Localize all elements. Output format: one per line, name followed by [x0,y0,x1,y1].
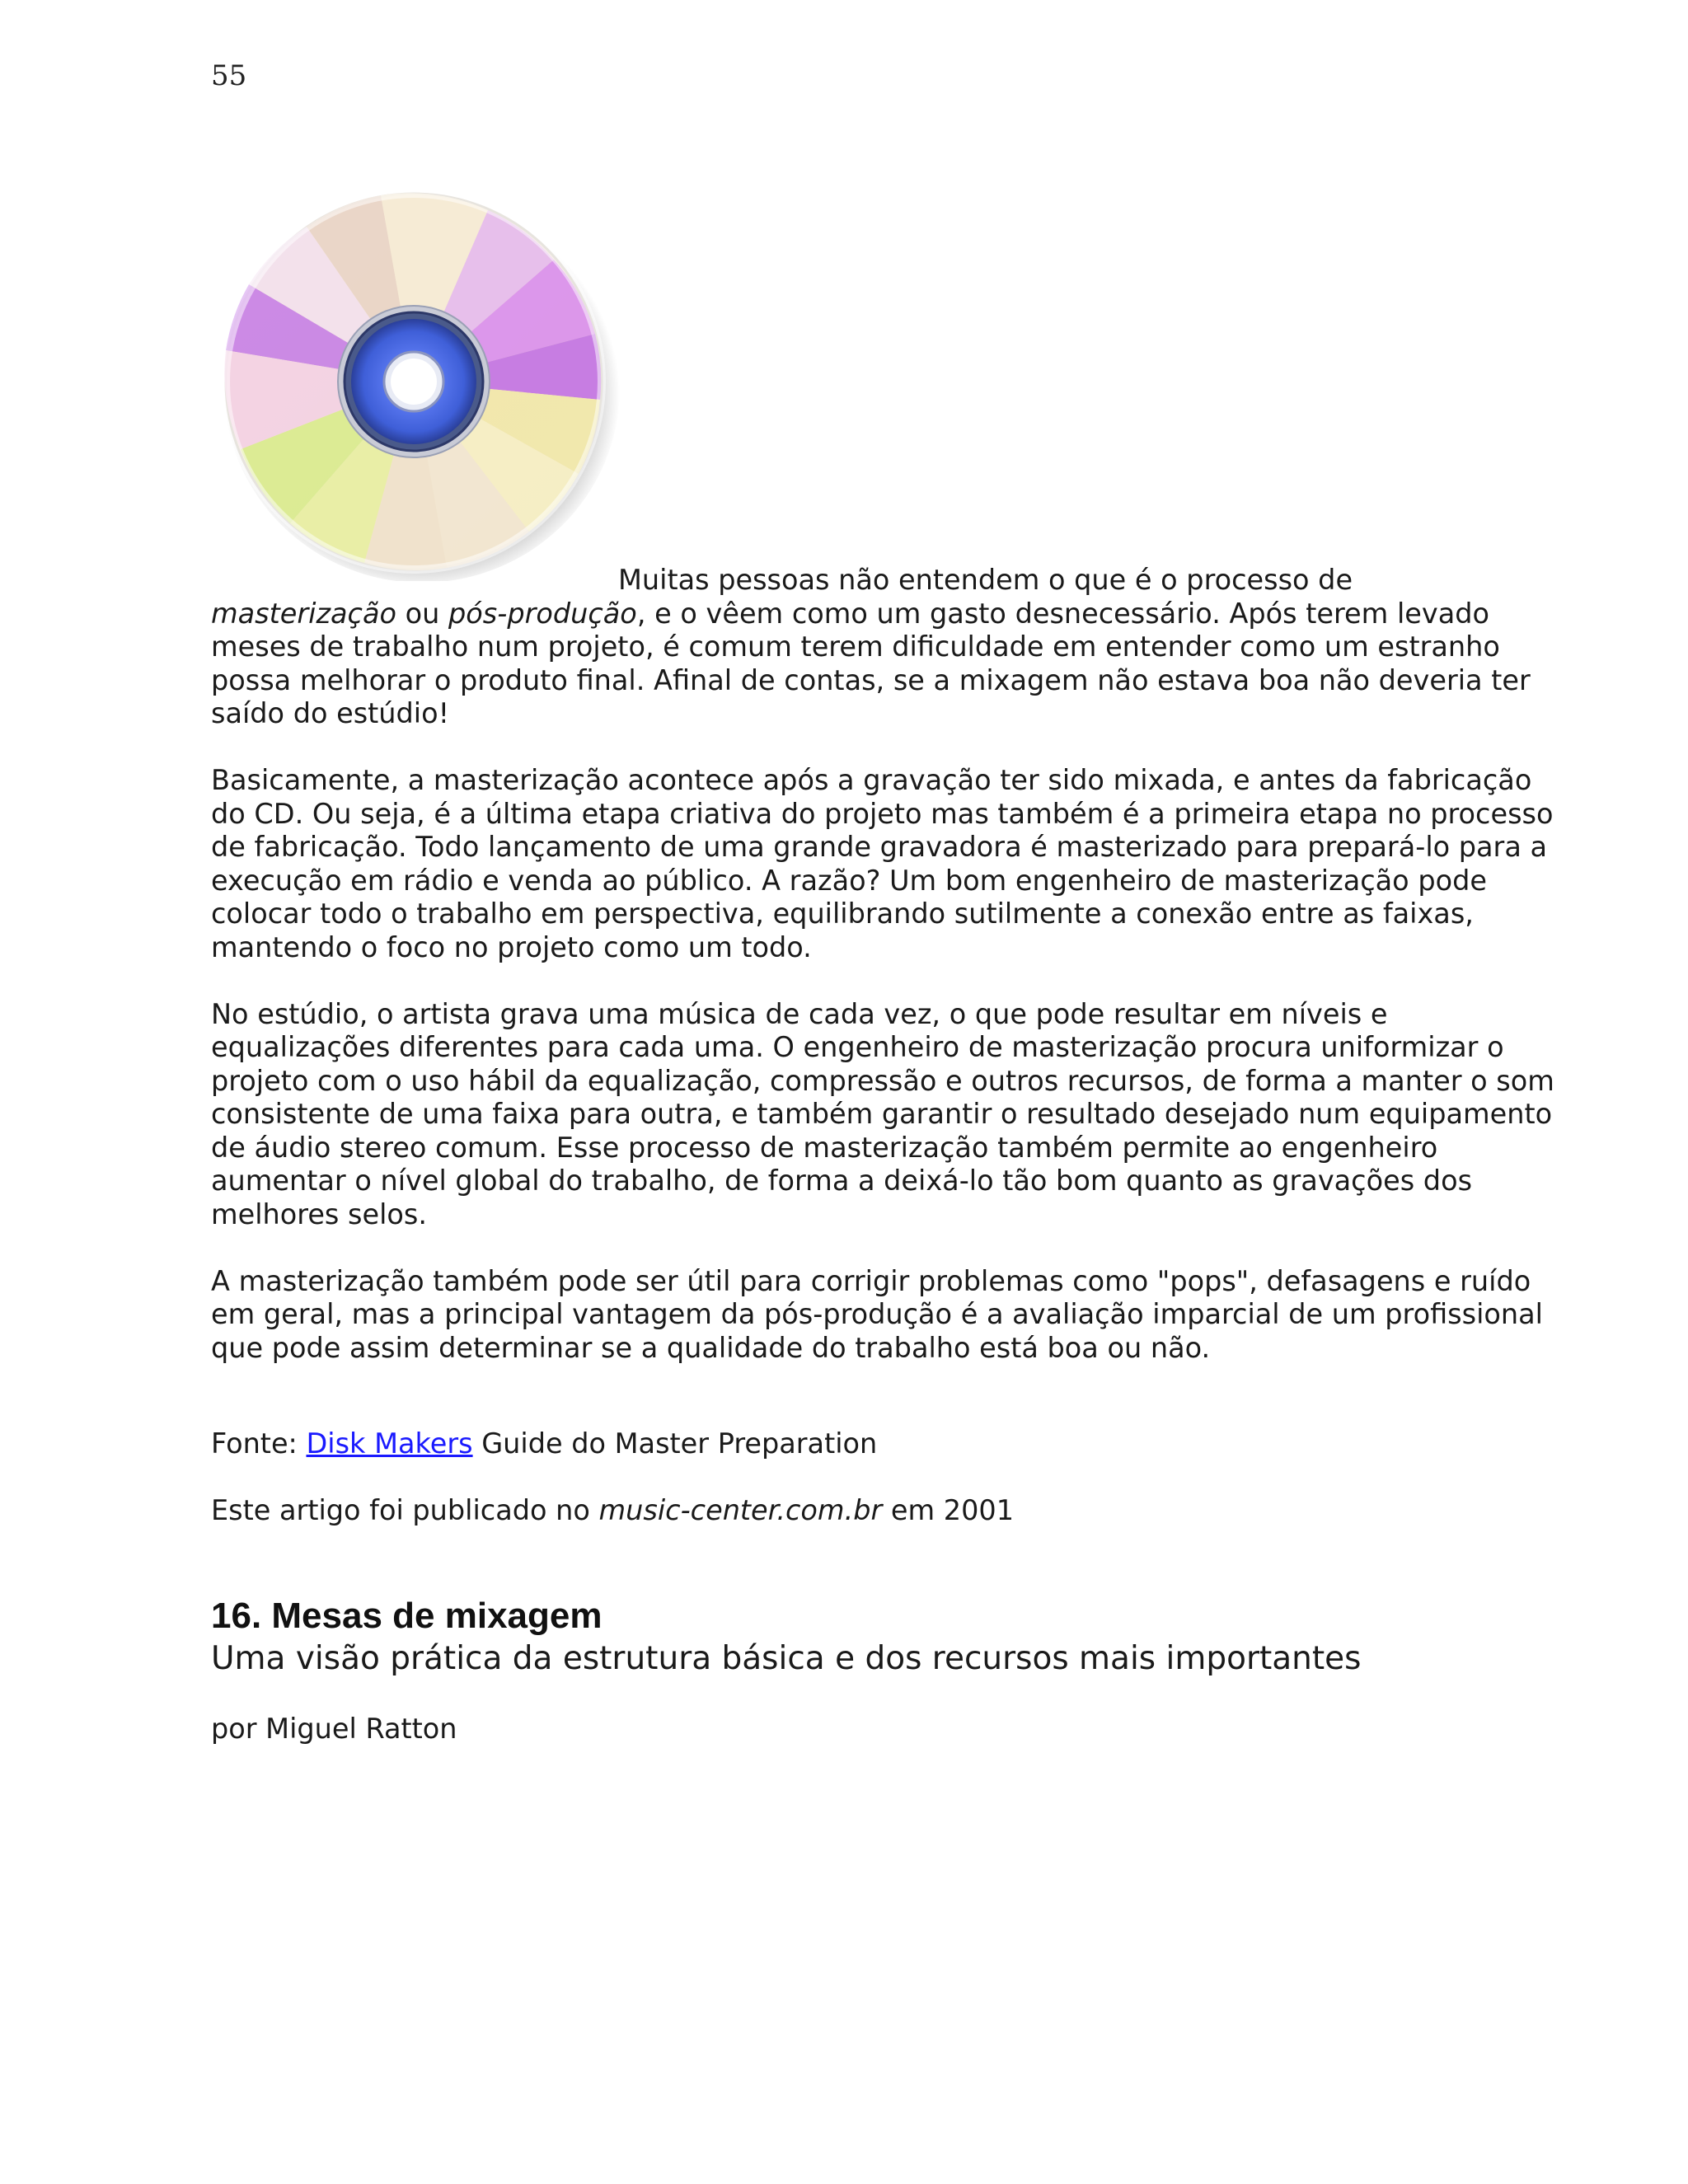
paragraph-intro [211,564,1563,731]
paragraph-basics: Basicamente, a masterização acontece após a gravação ter sido mixada, e antes da fabricação do CD. Ou seja, é a última etapa criativa do projeto mas também é a primeira etapa no processo de fabricação. Todo lançamento de uma grande gravadora é masterizado para prepará-lo para a execução em rádio e venda ao público. A razão? Um bom engenheiro de masterização pode colocar todo o trabalho em perspectiva, equilibrando sutilmente a conexão entre as faixas, mantendo o foco no projeto como um todo. [211,764,1554,963]
published-prefix: Este artigo foi publicado no [211,1494,599,1526]
section-subtitle: Uma visão prática da estrutura básica e dos recursos mais importantes [211,1640,1362,1677]
term-masterizacao: masterização [211,597,396,630]
disk-makers-link[interactable]: Disk Makers [306,1427,473,1460]
compact-disc-icon [216,185,620,581]
source-rest: Guide do Master Preparation [472,1427,878,1460]
term-conjunction: ou [396,597,449,630]
intro-lead: Muitas pessoas não entendem o que é o processo de [618,564,1353,596]
article-body [211,564,1563,1365]
source-citation [211,1427,877,1460]
published-site: music-center.com.br [598,1494,883,1526]
paragraph-benefits: A masterização também pode ser útil para corrigir problemas como "pops", defasagens e ruído em geral, mas a principal vantagem da pós-produção é a avaliação imparcial de um profissional que pode assim determinar se a qualidade do trabalho está boa ou não. [211,1264,1543,1364]
intro-rest: , e o vêem como um gasto desnecessário. Após terem levado meses de trabalho num projeto, é comum terem dificuldade em entender como um estranho possa melhorar o produto final. Afinal de contas, se a mixagem não estava boa não deveria ter saído do estúdio! [211,597,1531,729]
published-suffix: em 2001 [882,1494,1015,1526]
publication-note [211,1494,1014,1527]
author-byline: por Miguel Ratton [211,1713,457,1745]
page-number: 55 [211,59,247,92]
section-title: 16. Mesas de mixagem [211,1596,603,1636]
source-label: Fonte: [211,1427,307,1460]
paragraph-studio: No estúdio, o artista grava uma música de cada vez, o que pode resultar em níveis e equalizações diferentes para cada uma. O engenheiro de masterização procura uniformizar o projeto com o uso hábil da equalização, compressão e outros recursos, de forma a manter o som consistente de uma faixa para outra, e também garantir o resultado desejado num equipamento de áudio stereo comum. Esse processo de masterização também permite ao engenheiro aumentar o nível global do trabalho, de forma a deixá-lo tão bom quanto as gravações dos melhores selos. [211,997,1554,1230]
term-pos-producao: pós-produção [448,597,637,630]
